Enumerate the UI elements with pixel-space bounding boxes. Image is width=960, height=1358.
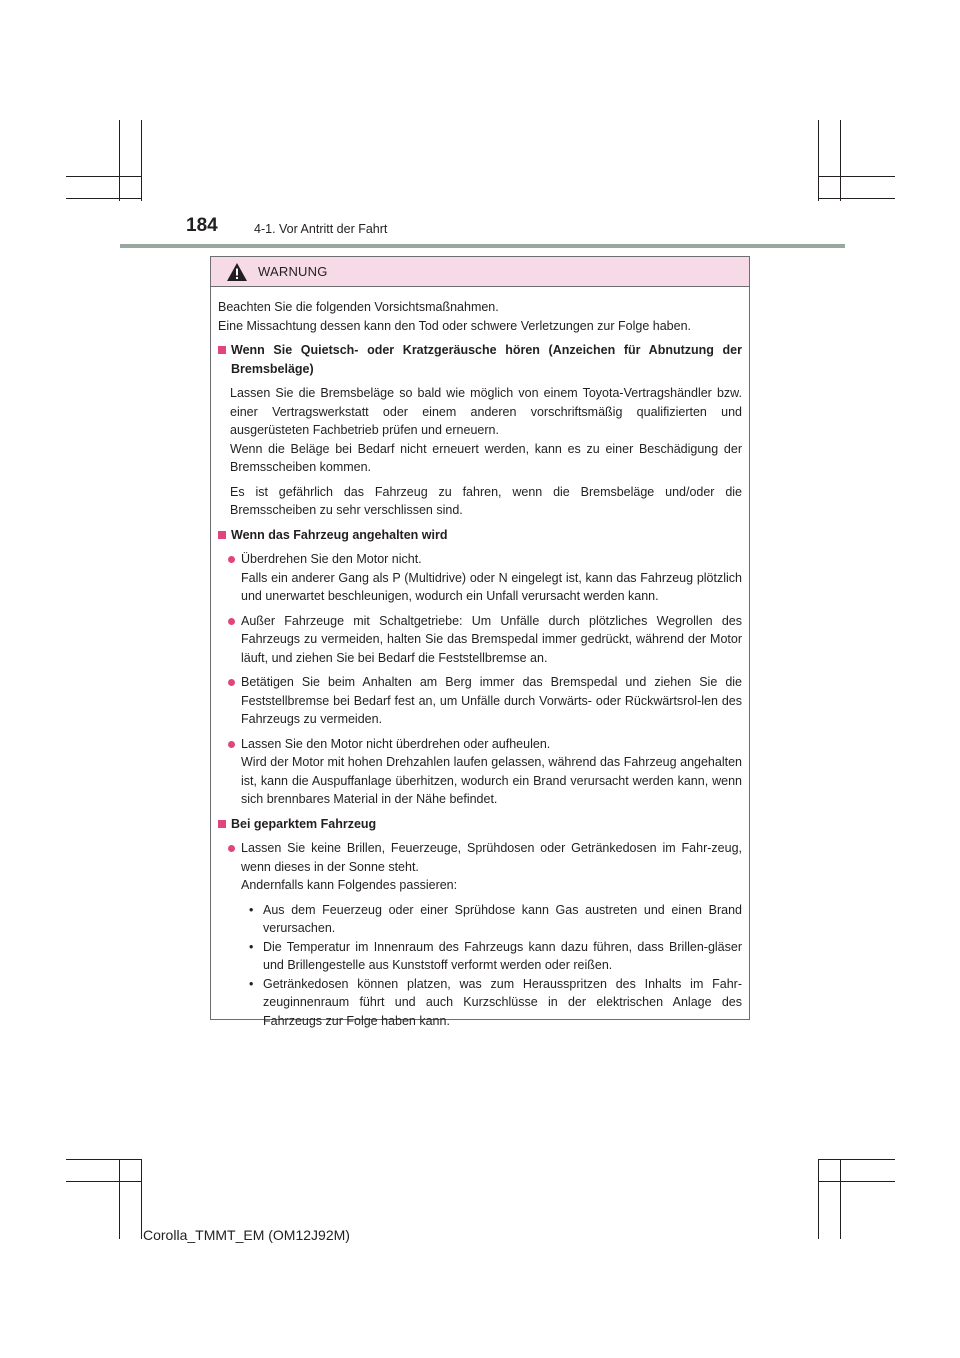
crop-mark: [818, 1159, 895, 1160]
crop-mark: [840, 120, 841, 201]
sub-bullet-marker: •: [249, 902, 254, 917]
circle-bullet-icon: [228, 556, 235, 563]
circle-bullet-icon: [228, 741, 235, 748]
sub-bullet-marker: •: [249, 939, 254, 954]
crop-mark: [141, 1159, 142, 1239]
section-heading-text: Bei geparktem Fahrzeug: [231, 816, 377, 831]
list-item: [228, 612, 742, 668]
crop-mark: [66, 198, 141, 199]
crop-mark: [818, 120, 819, 201]
sub-list-item: [249, 938, 742, 975]
paragraph: [230, 384, 742, 477]
warning-body: [211, 287, 749, 1030]
list-item-line: Andernfalls kann Folgendes passieren:: [241, 878, 458, 892]
crop-mark: [818, 1181, 895, 1182]
warning-triangle-icon: [226, 262, 248, 282]
intro-line: Beachten Sie die folgenden Vorsichtsmaßnahmen.: [218, 300, 499, 314]
crop-mark: [818, 1159, 819, 1239]
list-item: [228, 839, 742, 895]
circle-bullet-icon: [228, 679, 235, 686]
list-item-line: Falls ein anderer Gang als P (Multidrive) oder N eingelegt ist, kann das Fahrzeug plötzlich und unerwartet beschleunigen, wodurch ein Unfall verursacht werden kann.: [241, 570, 742, 603]
crop-mark: [66, 1181, 141, 1182]
list-item-line: Wird der Motor mit hohen Drehzahlen laufen gelassen, während das Fahrzeug angehalten ist, kann die Auspuffanlage überhitzen, wodurch ein Brand verursacht werden kann, wenn sich brennbares Material in der Nähe befindet.: [241, 755, 742, 806]
square-bullet-icon: [218, 531, 226, 539]
crop-mark: [141, 120, 142, 201]
sub-list-item-text: Getränkedosen können platzen, was zum Herausspritzen des Inhalts im Fahr-zeuginnenraum führt und auch Kurzschlüsse in der elektrischen Anlage des Fahrzeugs zur Folge haben kann.: [263, 976, 742, 1028]
header-rule: [120, 244, 845, 248]
sub-list-item-text: Aus dem Feuerzeug oder einer Sprühdose kann Gas austreten und einen Brand verursachen.: [263, 902, 742, 935]
warning-title: WARNUNG: [258, 264, 328, 279]
list-item: [228, 735, 742, 809]
warning-header: [211, 257, 749, 287]
section-heading: [218, 815, 742, 834]
sub-list-item: [249, 901, 742, 938]
crop-mark: [818, 198, 895, 199]
warning-box: [210, 256, 750, 1028]
list-item-line: Überdrehen Sie den Motor nicht.: [241, 552, 422, 566]
section-title: 4-1. Vor Antritt der Fahrt: [254, 222, 388, 236]
section-heading: [218, 526, 742, 545]
crop-mark: [119, 120, 120, 201]
crop-mark: [840, 1159, 841, 1239]
footer-document-code: Corolla_TMMT_EM (OM12J92M): [143, 1227, 350, 1243]
section-heading-text: Wenn Sie Quietsch- oder Kratzgeräusche hören (Anzeichen für Abnutzung der Bremsbeläge): [231, 343, 742, 376]
list-item: [228, 550, 742, 606]
square-bullet-icon: [218, 346, 226, 354]
list-item: [228, 673, 742, 729]
paragraph: Es ist gefährlich das Fahrzeug zu fahren, wenn die Bremsbeläge und/oder die Bremsscheiben zu sehr verschlissen sind.: [230, 484, 742, 517]
list-item-line: Betätigen Sie beim Anhalten am Berg immer das Bremspedal und ziehen Sie die Feststellbremse bei Bedarf fest an, um Unfälle durch Vorwärts- oder Rückwärtsrol-len des Fahrzeugs zu vermeiden.: [241, 675, 742, 726]
crop-mark: [818, 176, 895, 177]
crop-mark: [66, 176, 141, 177]
paragraph-line: Lassen Sie die Bremsbeläge so bald wie möglich von einem Toyota-Vertragshändler bzw. einer Vertragswerkstatt oder einem anderen vorschriftsmäßig qualifizierten und ausgerüsteten Fachbetrieb prüfen und erneuern.: [230, 386, 742, 437]
paragraph-line: Wenn die Beläge bei Bedarf nicht erneuert werden, kann es zu einer Beschädigung der Bremsscheiben kommen.: [230, 441, 742, 474]
section-heading: [218, 341, 742, 378]
circle-bullet-icon: [228, 618, 235, 625]
sub-bullet-marker: •: [249, 976, 254, 991]
circle-bullet-icon: [228, 845, 235, 852]
intro-line: Eine Missachtung dessen kann den Tod oder schwere Verletzungen zur Folge haben.: [218, 318, 691, 333]
sub-list-item: [249, 975, 742, 1031]
square-bullet-icon: [218, 820, 226, 828]
section-heading-text: Wenn das Fahrzeug angehalten wird: [231, 527, 448, 542]
list-item-line: Außer Fahrzeuge mit Schaltgetriebe: Um Unfälle durch plötzliches Wegrollen des Fahrzeugs zu vermeiden, halten Sie das Bremspedal immer gedrückt, während der Motor läuft, und ziehen Sie bei Bedarf die Feststellbremse an.: [241, 613, 742, 665]
sub-list-item-text: Die Temperatur im Innenraum des Fahrzeugs kann dazu führen, dass Brillen-gläser und Brillengestelle aus Kunststoff verformt werden oder reißen.: [263, 939, 742, 972]
crop-mark: [66, 1159, 141, 1160]
page-number: 184: [186, 215, 218, 236]
list-item-line: Lassen Sie den Motor nicht überdrehen oder aufheulen.: [241, 736, 551, 751]
crop-mark: [119, 1159, 120, 1239]
list-item-line: Lassen Sie keine Brillen, Feuerzeuge, Sprühdosen oder Getränkedosen im Fahr-zeug, wenn dieses in der Sonne steht.: [241, 841, 742, 874]
